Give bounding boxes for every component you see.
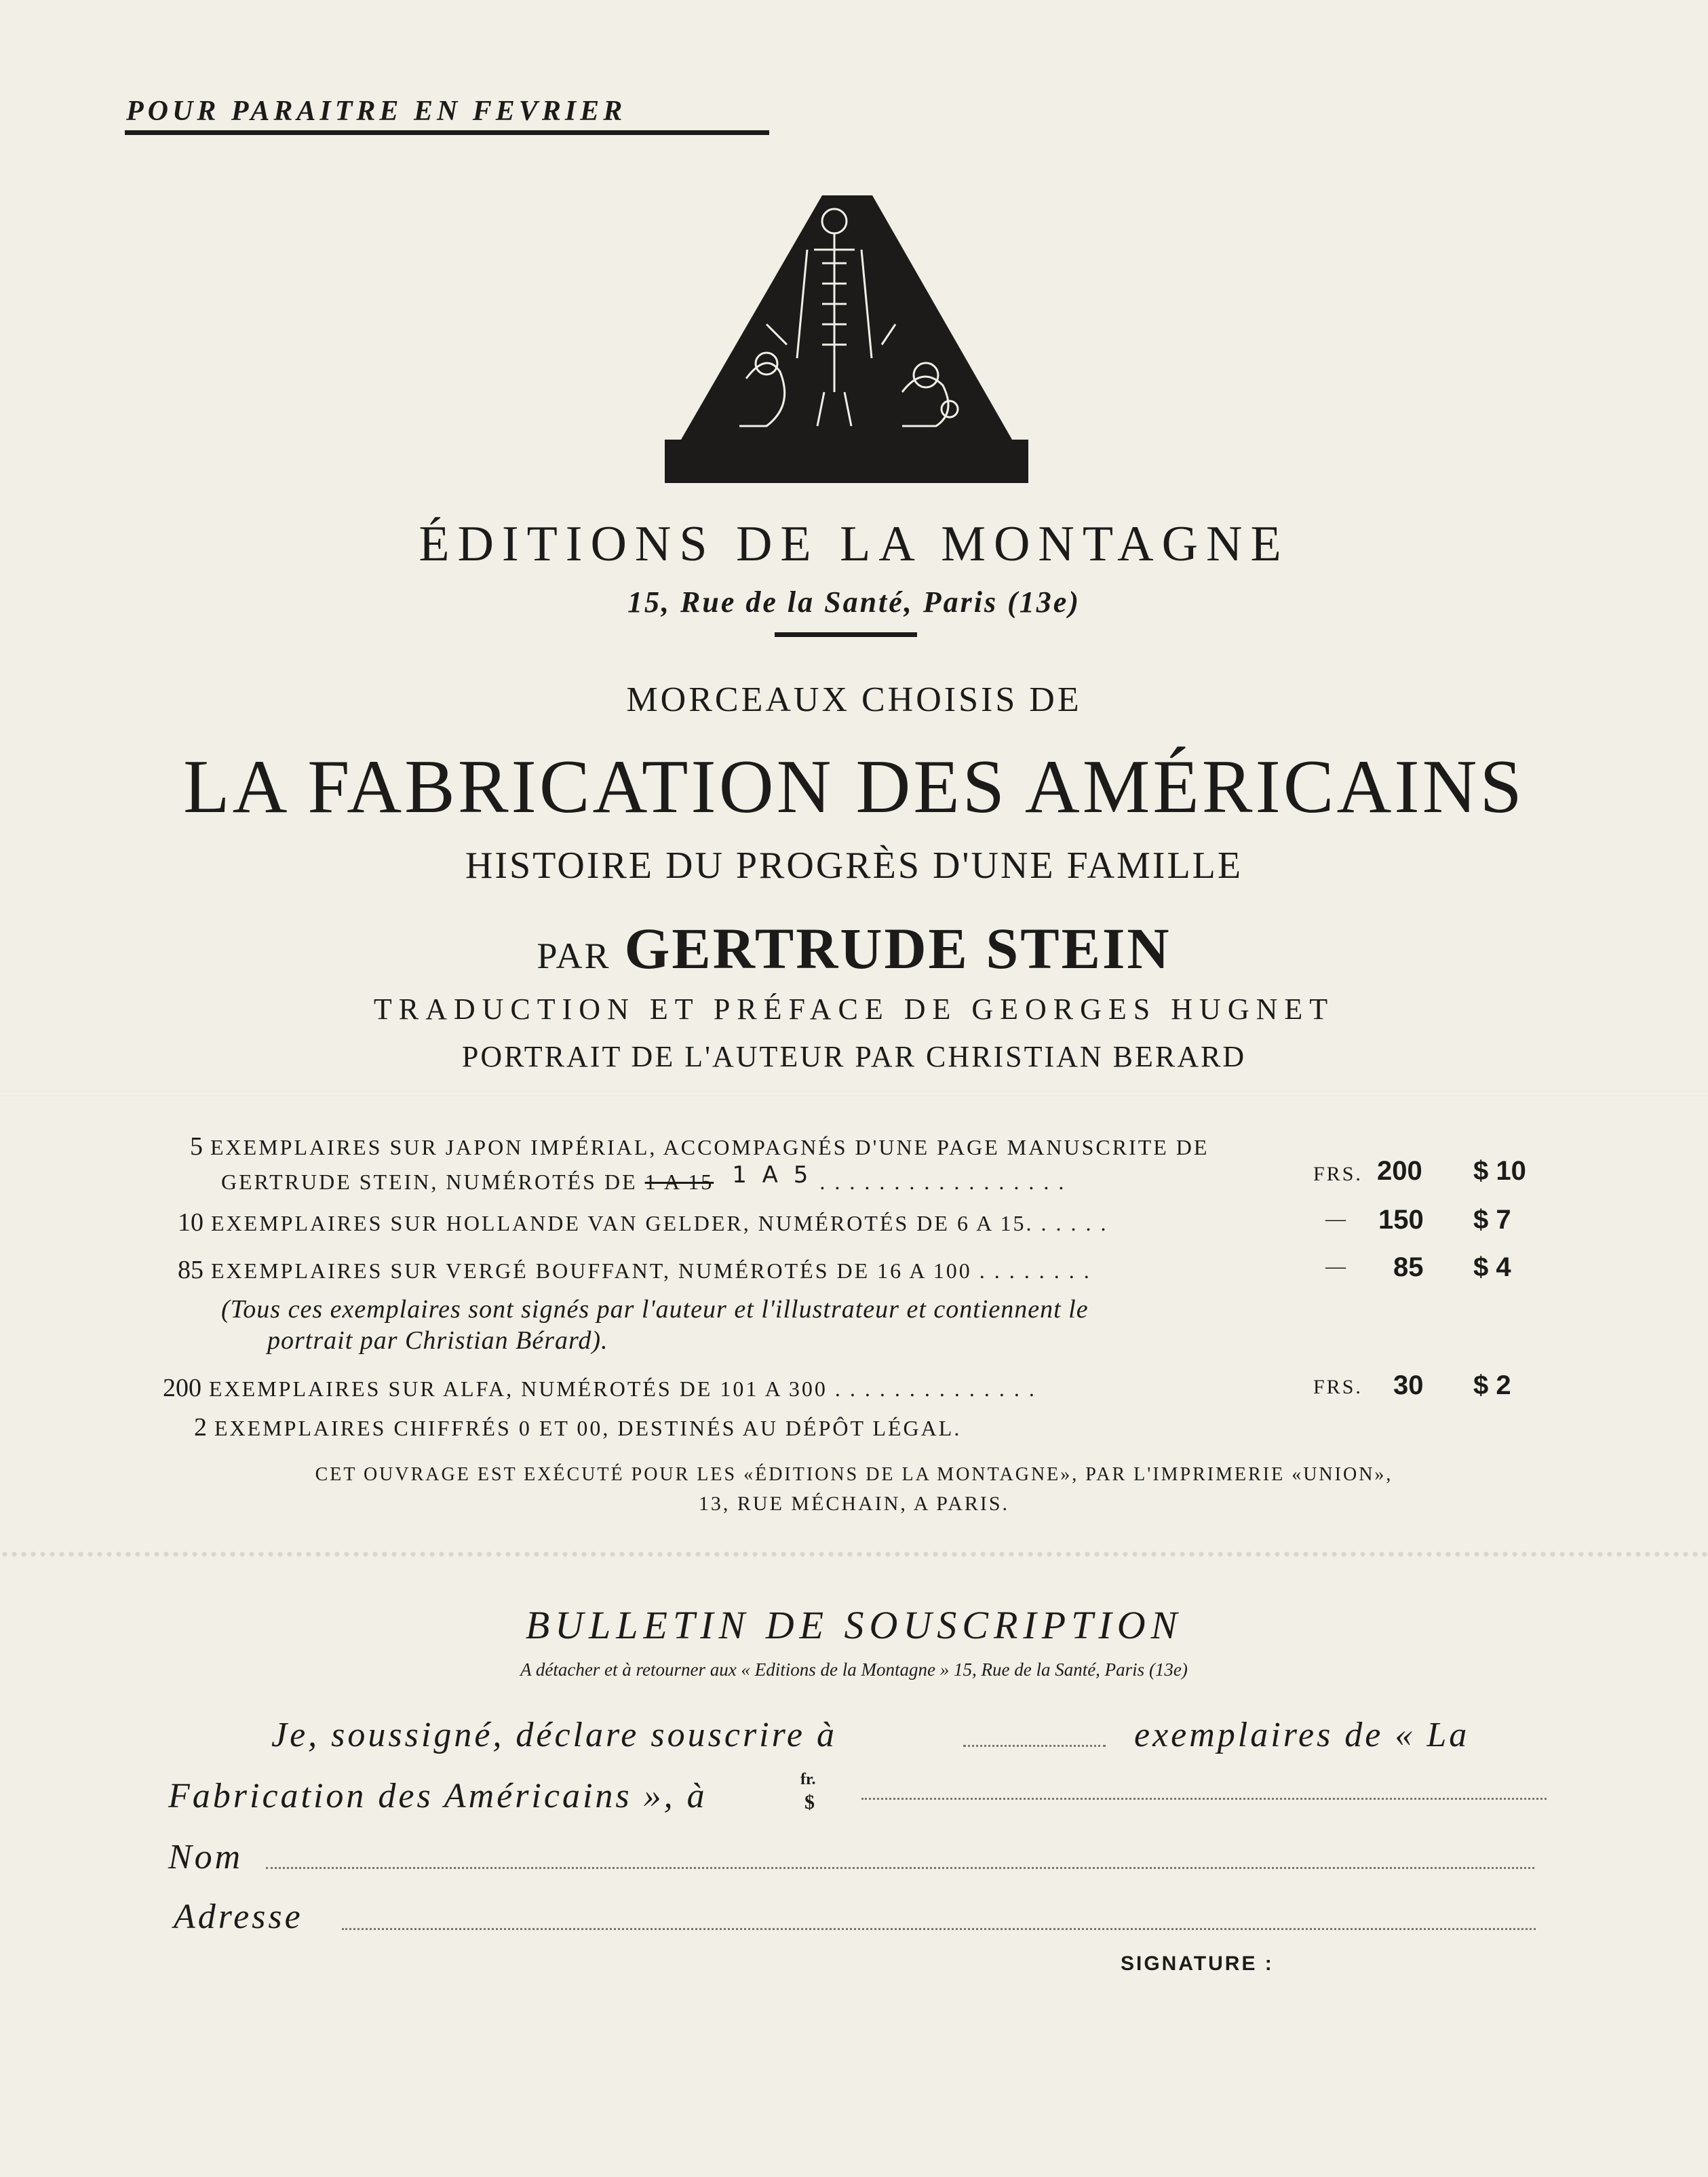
price-frs: 85 — [1393, 1252, 1424, 1282]
edition-count: 85 — [178, 1256, 203, 1284]
signed-note: portrait par Christian Bérard). — [267, 1326, 608, 1355]
frs-label: — — [1325, 1255, 1348, 1277]
banner-underline — [125, 130, 769, 135]
bulletin-title: BULLETIN DE SOUSCRIPTION — [525, 1603, 1183, 1647]
currency-fr: fr. — [800, 1771, 816, 1788]
quantity-field[interactable] — [963, 1745, 1106, 1747]
printer-note: CET OUVRAGE EST EXÉCUTÉ POUR LES «ÉDITIONS DE LA MONTAGNE», PAR L'IMPRIMERIE «UNION», — [315, 1464, 1393, 1485]
divider-rule — [775, 632, 917, 637]
author-line — [0, 914, 1708, 982]
price-usd: $ 7 — [1473, 1205, 1511, 1235]
edition-row — [178, 1208, 1108, 1237]
edition-count: 5 — [190, 1132, 203, 1161]
subscription-text: Fabrication des Américains », à — [168, 1777, 707, 1815]
edition-count: 200 — [163, 1374, 201, 1402]
release-banner: POUR PARAITRE EN FEVRIER — [126, 96, 627, 127]
bulletin-instructions: A détacher et à retourner aux « Editions de la Montagne » 15, Rue de la Santé, Paris (13e) — [520, 1659, 1188, 1680]
signature-label: SIGNATURE : — [1121, 1952, 1274, 1975]
publisher-logo — [665, 189, 1028, 483]
publisher-name: ÉDITIONS DE LA MONTAGNE — [419, 516, 1289, 572]
printer-note: 13, RUE MÉCHAIN, A PARIS. — [698, 1492, 1010, 1515]
subscription-text: Je, soussigné, déclare souscrire à — [271, 1716, 838, 1754]
price-frs: 30 — [1393, 1370, 1424, 1400]
name-field[interactable] — [266, 1867, 1534, 1869]
price-usd: $ 10 — [1473, 1156, 1526, 1186]
edition-count: 10 — [178, 1208, 203, 1237]
name-label: Nom — [168, 1838, 244, 1876]
edition-description: EXEMPLAIRES SUR JAPON IMPÉRIAL, ACCOMPAGNÉS D'UNE PAGE MANUSCRITE DE — [210, 1135, 1209, 1159]
edition-description: EXEMPLAIRES SUR VERGÉ BOUFFANT, NUMÉROTÉS DE 16 A 100 . . . . . . . . — [211, 1258, 1091, 1283]
price-frs: 200 — [1377, 1156, 1422, 1186]
publisher-address: 15, Rue de la Santé, Paris (13e) — [627, 585, 1081, 619]
frs-label: FRS. — [1313, 1163, 1363, 1185]
edition-count: 2 — [194, 1413, 207, 1442]
portrait-credit: PORTRAIT DE L'AUTEUR PAR CHRISTIAN BERARD — [461, 1040, 1247, 1073]
book-title: LA FABRICATION DES AMÉRICAINS — [183, 745, 1525, 829]
currency-usd: $ — [804, 1791, 815, 1813]
edition-row-continued: GERTRUDE STEIN, NUMÉROTÉS DE 1 A 15 1 A 5 . . . . . . . . . . . . . . . . . — [221, 1161, 1066, 1194]
perforation-line — [0, 1551, 1708, 1558]
book-preamble: MORCEAUX CHOISIS DE — [626, 680, 1082, 719]
price-usd: $ 4 — [1473, 1252, 1511, 1282]
edition-row — [194, 1412, 961, 1442]
author-name: GERTRUDE STEIN — [624, 916, 1171, 981]
frs-label: FRS. — [1313, 1376, 1363, 1398]
book-subtitle: HISTOIRE DU PROGRÈS D'UNE FAMILLE — [465, 845, 1243, 887]
edition-row — [163, 1373, 1036, 1403]
signed-note: (Tous ces exemplaires sont signés par l'auteur et l'illustrateur et contiennent le — [221, 1295, 1089, 1324]
frs-label: — — [1325, 1208, 1348, 1230]
edition-description: EXEMPLAIRES CHIFFRÉS 0 ET 00, DESTINÉS AU DÉPÔT LÉGAL. — [214, 1416, 962, 1440]
edition-description: EXEMPLAIRES SUR HOLLANDE VAN GELDER, NUMÉROTÉS DE 6 A 15. . . . . . — [211, 1211, 1108, 1235]
handwritten-correction: 1 A 5 — [732, 1161, 813, 1189]
paper-fold — [0, 1091, 1708, 1096]
by-label: PAR — [537, 936, 611, 976]
subscription-text: exemplaires de « La — [1134, 1716, 1470, 1754]
struck-numbering: 1 A 15 — [644, 1170, 714, 1194]
edition-description: GERTRUDE STEIN, NUMÉROTÉS DE — [221, 1170, 638, 1194]
address-label: Adresse — [174, 1897, 303, 1936]
edition-row — [190, 1132, 1209, 1161]
translation-credit: TRADUCTION ET PRÉFACE DE GEORGES HUGNET — [373, 993, 1335, 1026]
address-field[interactable] — [342, 1928, 1536, 1930]
price-usd: $ 2 — [1473, 1370, 1511, 1400]
edition-description: EXEMPLAIRES SUR ALFA, NUMÉROTÉS DE 101 A 300 . . . . . . . . . . . . . . — [209, 1376, 1036, 1401]
price-frs: 150 — [1378, 1205, 1424, 1235]
edition-row — [178, 1255, 1091, 1285]
price-field[interactable] — [861, 1798, 1547, 1800]
